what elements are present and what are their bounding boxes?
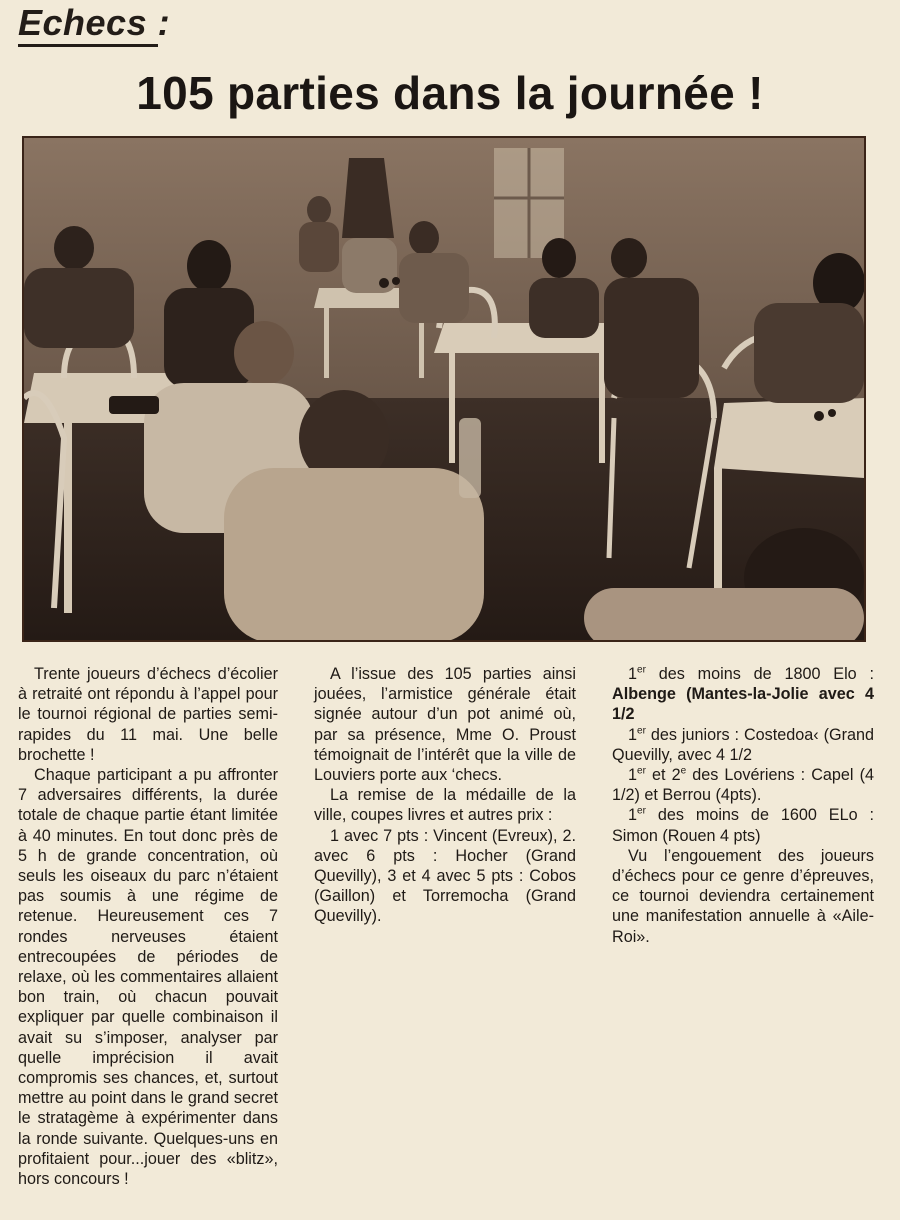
result-under-1600: [612, 805, 874, 845]
winner-name: Albenge: [612, 685, 676, 704]
winner-detail: (Mantes-la-Jolie avec 4 1/2: [612, 685, 874, 724]
rank-number: 1: [628, 806, 638, 825]
result-category: des moins de 1800 Elo :: [645, 665, 874, 683]
article-column-1: [18, 664, 278, 1189]
rank-suffix: er: [637, 806, 646, 818]
result-text: des Lovériens : Capel (4 1/2) et Berrou (4pts).: [612, 766, 874, 805]
result-juniors: [612, 725, 874, 765]
article-column-3: [612, 664, 874, 947]
chess-tournament-photo-icon: [24, 138, 864, 640]
rank-suffix: er: [637, 664, 646, 676]
result-text: des juniors : Costedoa‹ (Grand Quevilly, avec 4 1/2: [612, 725, 874, 764]
paragraph-winners: 1 avec 7 pts : Vincent (Evreux), 2. avec 6 pts : Hocher (Grand Quevilly), 3 et 4 avec 5 pts : Cobos (Gaillon) et Torremocha (Grand Quevilly).: [314, 826, 576, 926]
rank-join: et 2: [645, 766, 681, 785]
paragraph-armistice: A l’issue des 105 parties ainsi jouées, l’armistice générale était signée autour d’un pot animé où, par sa présence, Mme O. Proust témoignait de l’intérêt que la ville de Louviers porte aux ‘checs.: [314, 665, 576, 785]
tournament-photo: [22, 136, 866, 642]
paragraph-tournament: Chaque participant a pu affronter 7 adversaires différents, la durée totale de chaque partie étant limitée à 40 minutes. En tout donc près de 5 h de grande concentration, où seuls les oiseaux du parc n’étaient pas soumis à une régime de retenue. Heureusement ces 7 rondes nerveuses étaient entrecoupées de périodes de relaxe, où les commentaires allaient bon train, où chacun pouvait expliquer par quelle combinaison il avait su s’imposer, analyser par quelle imprécision il avait compromis ses chances, et, surtout mettre au point dans le grand secret le stratagème à expérimenter dans la ronde suivante. Quelques-uns en profitaient pour...jouer des «blitz», hors concours !: [18, 766, 278, 1189]
rank-suffix: er: [637, 765, 646, 777]
paragraph-prizes: La remise de la médaille de la ville, coupes livres et autres prix :: [314, 786, 576, 825]
result-text: des moins de 1600 ELo : Simon (Rouen 4 pts): [612, 806, 874, 845]
rubric-underline: [18, 44, 158, 47]
rank-suffix-second: e: [680, 765, 687, 777]
result-under-1800: [612, 664, 874, 725]
rank-number: 1: [628, 766, 638, 785]
paragraph-intro: Trente joueurs d’échecs d’écolier à retraité ont répondu à l’appel pour le tournoi régional de parties semi-rapides du 11 mai. Une belle brochette !: [18, 665, 278, 764]
result-loveriens: [612, 765, 874, 805]
rank-number: 1: [628, 725, 638, 744]
article-column-2: [314, 664, 576, 927]
paragraph-closing: Vu l’engouement des joueurs d’échecs pour ce genre d’épreuves, ce tournoi deviendra certainement une manifestation annuelle à «Aile-Roi».: [612, 846, 874, 946]
rank-suffix: er: [637, 725, 646, 737]
rank-number: 1: [628, 665, 638, 683]
section-rubric: Echecs :: [18, 2, 171, 43]
article-headline: 105 parties dans la journée !: [136, 67, 764, 119]
